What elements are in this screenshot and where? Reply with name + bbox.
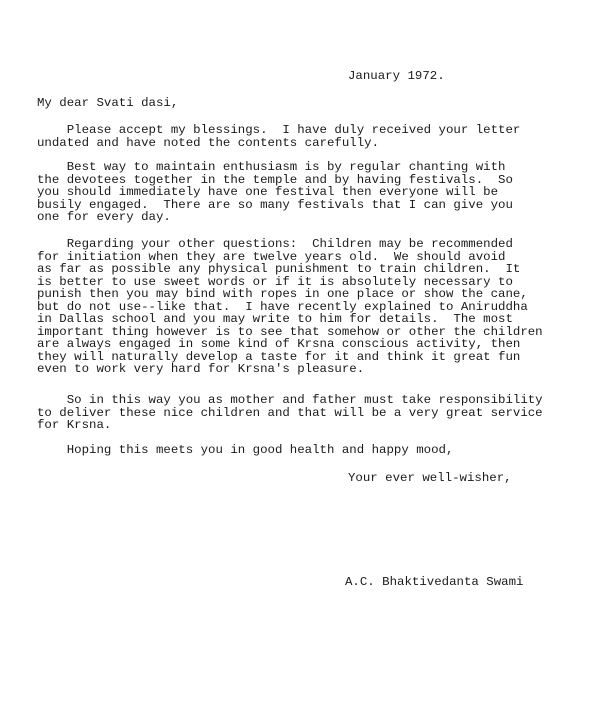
paragraph-line: you should immediately have one festival then everyone will be	[37, 185, 499, 199]
paragraph-line: So in this way you as mother and father must take responsibility	[37, 393, 543, 407]
letter-date: January 1972.	[348, 69, 445, 83]
paragraph-line: for Krsna.	[37, 418, 112, 432]
paragraph-line: busily engaged. There are so many festivals that I can give you	[37, 197, 513, 212]
paragraph-line: important thing however is to see that somehow or other the children	[37, 324, 543, 339]
paragraph-line: as far as possible any physical punishment to train children. It	[37, 262, 521, 276]
signature: A.C. Bhaktivedanta Swami	[345, 575, 524, 589]
paragraph-line: is better to use sweet words or if it is absolutely necessary to	[37, 274, 513, 289]
paragraph-1	[37, 124, 520, 149]
paragraph-line: Please accept my blessings. I have duly received your letter	[37, 123, 521, 137]
salutation: My dear Svati dasi,	[37, 96, 179, 110]
paragraph-line: Best way to maintain enthusiasm is by regular chanting with	[37, 160, 506, 174]
paragraph-3	[37, 238, 543, 376]
paragraph-line: even to work very hard for Krsna's pleasure.	[37, 362, 365, 376]
paragraph-line: are always engaged in some kind of Krsna conscious activity, then	[37, 337, 521, 351]
paragraph-line: Hoping this meets you in good health and happy mood,	[37, 443, 454, 457]
paragraph-line: to deliver these nice children and that will be a very great service	[37, 405, 543, 420]
paragraph-4	[37, 394, 543, 432]
paragraph-line: the devotees together in the temple and by having festivals. So	[37, 172, 513, 187]
paragraph-5	[37, 444, 453, 457]
paragraph-2	[37, 161, 513, 224]
paragraph-line: but do not use--like that. I have recently explained to Aniruddha	[37, 299, 528, 314]
paragraph-line: undated and have noted the contents carefully.	[37, 135, 380, 150]
paragraph-line: for initiation when they are twelve years old. We should avoid	[37, 249, 506, 264]
paragraph-line: they will naturally develop a taste for it and think it great fun	[37, 349, 521, 364]
closing: Your ever well-wisher,	[348, 471, 512, 485]
paragraph-line: Regarding your other questions: Children may be recommended	[37, 237, 513, 251]
paragraph-line: in Dallas school and you may write to him for details. The most	[37, 312, 513, 326]
paragraph-line: punish then you may bind with ropes in one place or show the cane,	[37, 287, 528, 301]
paragraph-line: one for every day.	[37, 210, 171, 224]
